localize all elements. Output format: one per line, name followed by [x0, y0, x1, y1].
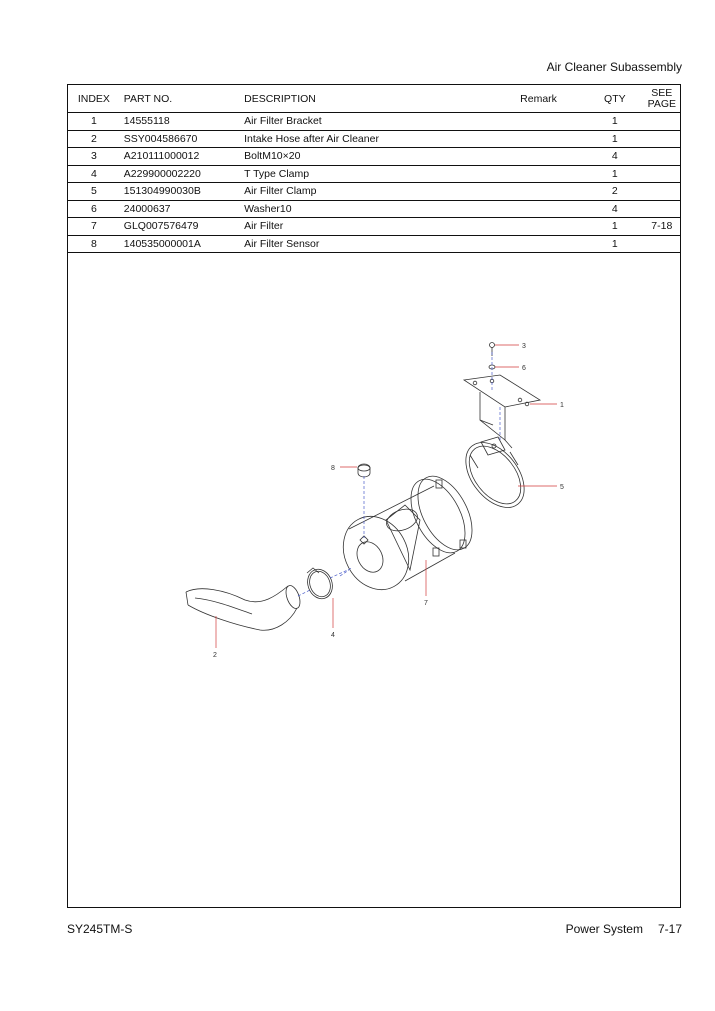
air-filter-body-part	[331, 467, 483, 601]
cell-qty: 2	[586, 183, 644, 201]
header-part-no: PART NO.	[120, 85, 240, 113]
callout-5: 5	[560, 484, 564, 491]
cell-qty: 1	[586, 113, 644, 131]
callout-3: 3	[522, 343, 526, 350]
cell-part-no: 151304990030B	[120, 183, 240, 201]
cell-part-no: A210111000012	[120, 148, 240, 166]
cell-part-no: GLQ007576479	[120, 218, 240, 236]
t-type-clamp-part	[304, 566, 337, 602]
cell-description: Washer10	[240, 200, 491, 218]
cell-description: Air Filter Bracket	[240, 113, 491, 131]
intake-hose-part	[186, 584, 303, 631]
cell-index: 5	[68, 183, 120, 201]
footer-section-page	[566, 922, 682, 936]
cell-index: 4	[68, 165, 120, 183]
header-qty: QTY	[586, 85, 644, 113]
cell-part-no: 140535000001A	[120, 235, 240, 253]
cell-part-no: 24000637	[120, 200, 240, 218]
cell-description: Intake Hose after Air Cleaner	[240, 130, 491, 148]
cell-index: 6	[68, 200, 120, 218]
cell-qty: 1	[586, 235, 644, 253]
cell-qty: 4	[586, 200, 644, 218]
footer-model: SY245TM-S	[67, 922, 133, 936]
cell-part-no: SSY004586670	[120, 130, 240, 148]
header-index: INDEX	[68, 85, 120, 113]
cell-index: 8	[68, 235, 120, 253]
callout-1: 1	[560, 402, 564, 409]
callout-6: 6	[522, 365, 526, 372]
header-see-label: SEE	[651, 86, 673, 99]
cell-description: T Type Clamp	[240, 165, 491, 183]
cell-description: BoltM10×20	[240, 148, 491, 166]
cell-qty: 4	[586, 148, 644, 166]
header-remark: Remark	[491, 85, 586, 113]
cell-index: 2	[68, 130, 120, 148]
header-description: DESCRIPTION	[240, 85, 491, 113]
cell-see-page: 7-18	[644, 218, 680, 236]
cell-description: Air Filter Clamp	[240, 183, 491, 201]
callout-2: 2	[213, 652, 217, 659]
cell-part-no: A229900002220	[120, 165, 240, 183]
callout-4: 4	[331, 632, 335, 639]
cell-qty: 1	[586, 165, 644, 183]
callout-8: 8	[331, 465, 335, 472]
cell-qty: 1	[586, 218, 644, 236]
cell-index: 7	[68, 218, 120, 236]
cell-description: Air Filter	[240, 218, 491, 236]
footer-page-number: 7-17	[657, 922, 682, 936]
callout-7: 7	[424, 600, 428, 607]
cell-index: 1	[68, 113, 120, 131]
cell-index: 3	[68, 148, 120, 166]
cell-part-no: 14555118	[120, 113, 240, 131]
cell-qty: 1	[586, 130, 644, 148]
page-header-title: Air Cleaner Subassembly	[546, 60, 682, 74]
bracket-part	[464, 375, 540, 448]
footer-section: Power System	[565, 922, 643, 936]
air-filter-clamp-part	[454, 432, 536, 519]
header-page-label: PAGE	[647, 97, 676, 110]
cell-description: Air Filter Sensor	[240, 235, 491, 253]
